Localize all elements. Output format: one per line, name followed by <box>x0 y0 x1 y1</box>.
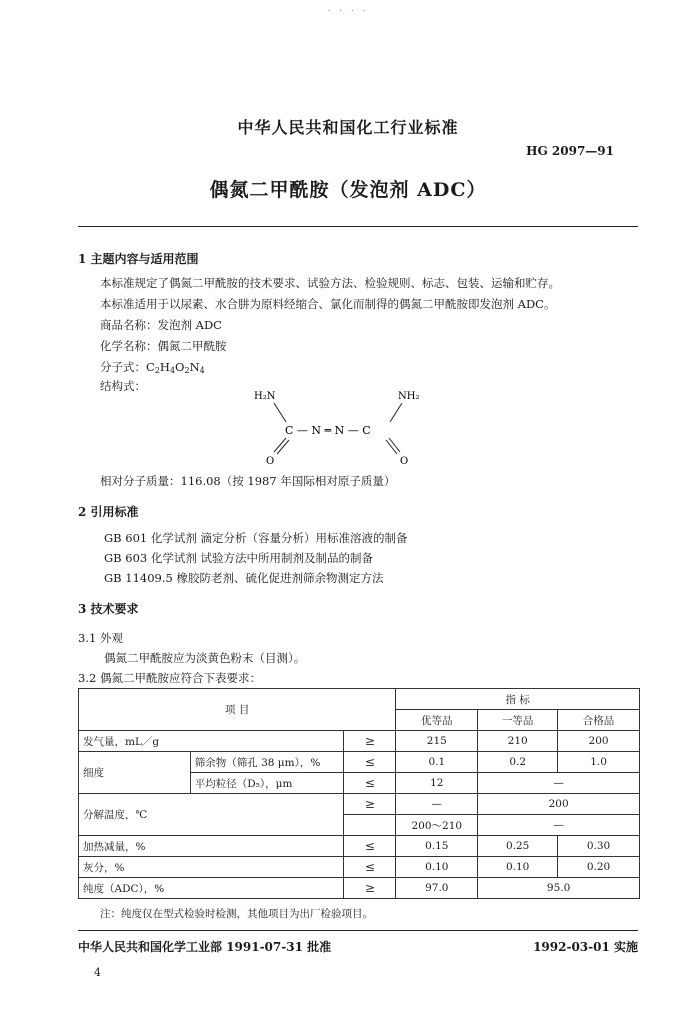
section-3-1-heading: 3.1 外观 <box>78 631 123 645</box>
ash-label: 灰分，% <box>79 857 344 878</box>
ash-qualified: 0.20 <box>558 857 640 878</box>
decomposition-label: 分解温度，℃ <box>79 794 344 836</box>
reference-gb603: GB 603 化学试剂 试验方法中所用制剂及制品的制备 <box>104 551 374 565</box>
formula-n-count: 4 <box>199 366 205 375</box>
structure-chain: C — N ═ N — C <box>285 424 371 437</box>
decomposition-b-superior: 200～210 <box>396 815 478 836</box>
table-row <box>79 857 640 878</box>
gas-volume-qualified: 200 <box>558 731 640 752</box>
page-number: 4 <box>94 966 101 979</box>
structure-label: 结构式： <box>100 379 146 393</box>
bond-right-bottom-a <box>389 438 400 452</box>
purity-label: 纯度（ADC），% <box>79 878 344 899</box>
section-1-para-1: 本标准规定了偶氮二甲酰胺的技术要求、试验方法、检验规则、标志、包装、运输和贮存。 <box>100 276 560 290</box>
purity-superior: 97.0 <box>396 878 478 899</box>
section-1-para-2: 本标准适用于以尿素、水合肼为原料经缩合、氯化而制得的偶氮二甲酰胺即发泡剂 ADC。 <box>100 297 556 311</box>
approval-line: 中华人民共和国化学工业部 1991-07-31 批准 <box>78 940 332 954</box>
table-row <box>79 794 640 815</box>
formula-c-count: 2 <box>154 366 160 375</box>
molecular-formula <box>100 359 205 375</box>
gas-volume-superior: 215 <box>396 731 478 752</box>
header-marks: . . . . <box>327 4 369 14</box>
heat-loss-superior: 0.15 <box>396 836 478 857</box>
structure-nh2: NH₂ <box>398 391 420 402</box>
table-note: 注：纯度仅在型式检验时检测，其他项目为出厂检验项目。 <box>100 908 373 920</box>
document-title: 偶氮二甲酰胺（发泡剂 ADC） <box>209 179 487 201</box>
sieve-residue-qualified: 1.0 <box>558 752 640 773</box>
grade-first: 一等品 <box>478 710 558 731</box>
purity-others: 95.0 <box>478 878 640 899</box>
section-2-heading: 2 引用标准 <box>78 505 139 519</box>
decomposition-symbol: ≥ <box>344 794 396 815</box>
formula-o: O <box>175 360 185 374</box>
grade-qualified: 合格品 <box>558 710 640 731</box>
effective-date: 1992-03-01 实施 <box>533 940 638 954</box>
heat-loss-label: 加热减量，% <box>79 836 344 857</box>
fineness-label: 细度 <box>79 752 191 794</box>
molecular-weight: 相对分子质量：116.08（按 1987 年国际相对原子质量） <box>100 474 396 488</box>
table-row <box>79 836 640 857</box>
formula-h-count: 4 <box>169 366 176 375</box>
sieve-residue-first: 0.2 <box>478 752 558 773</box>
structural-formula <box>230 388 450 470</box>
index-header: 指 标 <box>396 689 640 710</box>
section-1-heading: 1 主题内容与适用范围 <box>78 252 199 266</box>
section-3-2-heading: 3.2 偶氮二甲酰胺应符合下表要求： <box>78 671 261 685</box>
decomposition-b-symbol <box>344 815 396 836</box>
table-row <box>79 878 640 899</box>
footer-divider <box>78 930 638 931</box>
table-header-row <box>79 689 640 710</box>
particle-size-label: 平均粒径（D₅），μm <box>190 773 344 794</box>
structure-o-left: O <box>266 456 275 467</box>
trade-name: 商品名称：发泡剂 ADC <box>100 318 222 332</box>
spec-table <box>78 688 640 899</box>
chemical-name: 化学名称：偶氮二甲酰胺 <box>100 339 227 353</box>
decomposition-a-superior: — <box>396 794 478 815</box>
reference-gb11409: GB 11409.5 橡胶防老剂、硫化促进剂筛余物测定方法 <box>104 571 384 585</box>
particle-size-superior: 12 <box>396 773 478 794</box>
formula-c: C <box>146 360 155 374</box>
issuer-title: 中华人民共和国化工行业标准 <box>237 118 459 137</box>
sieve-residue-superior: 0.1 <box>396 752 478 773</box>
section-3-heading: 3 技术要求 <box>78 602 139 616</box>
structure-h2n: H₂N <box>254 391 276 402</box>
bond-left-top <box>274 403 286 422</box>
gas-volume-first: 210 <box>478 731 558 752</box>
formula-h: H <box>159 360 170 374</box>
table-row <box>79 752 640 773</box>
decomposition-b-others: — <box>478 815 640 836</box>
decomposition-a-others: 200 <box>478 794 640 815</box>
item-header: 项 目 <box>79 689 396 731</box>
bond-right-top <box>390 403 402 422</box>
bond-right-bottom-b <box>386 440 397 454</box>
reference-gb601: GB 601 化学试剂 滴定分析（容量分析）用标准溶液的制备 <box>104 531 408 545</box>
structure-o-right: O <box>400 456 409 467</box>
table-row <box>79 731 640 752</box>
purity-symbol: ≥ <box>344 878 396 899</box>
formula-o-count: 2 <box>184 366 190 375</box>
heat-loss-first: 0.25 <box>478 836 558 857</box>
ash-first: 0.10 <box>478 857 558 878</box>
gas-volume-label: 发气量，mL／g <box>79 731 344 752</box>
grade-superior: 优等品 <box>396 710 478 731</box>
heat-loss-symbol: ≤ <box>344 836 396 857</box>
gas-volume-symbol: ≥ <box>344 731 396 752</box>
formula-label: 分子式： <box>100 360 146 374</box>
heat-loss-qualified: 0.30 <box>558 836 640 857</box>
ash-symbol: ≤ <box>344 857 396 878</box>
title-divider <box>78 226 638 227</box>
sieve-residue-label: 筛余物（筛孔 38 μm），% <box>190 752 344 773</box>
standard-number: HG 2097—91 <box>526 144 614 158</box>
ash-superior: 0.10 <box>396 857 478 878</box>
sieve-residue-symbol: ≤ <box>344 752 396 773</box>
section-3-1-text: 偶氮二甲酰胺应为淡黄色粉末（目测）。 <box>104 651 306 665</box>
formula-n: N <box>189 360 200 374</box>
particle-size-symbol: ≤ <box>344 773 396 794</box>
particle-size-others: — <box>478 773 640 794</box>
